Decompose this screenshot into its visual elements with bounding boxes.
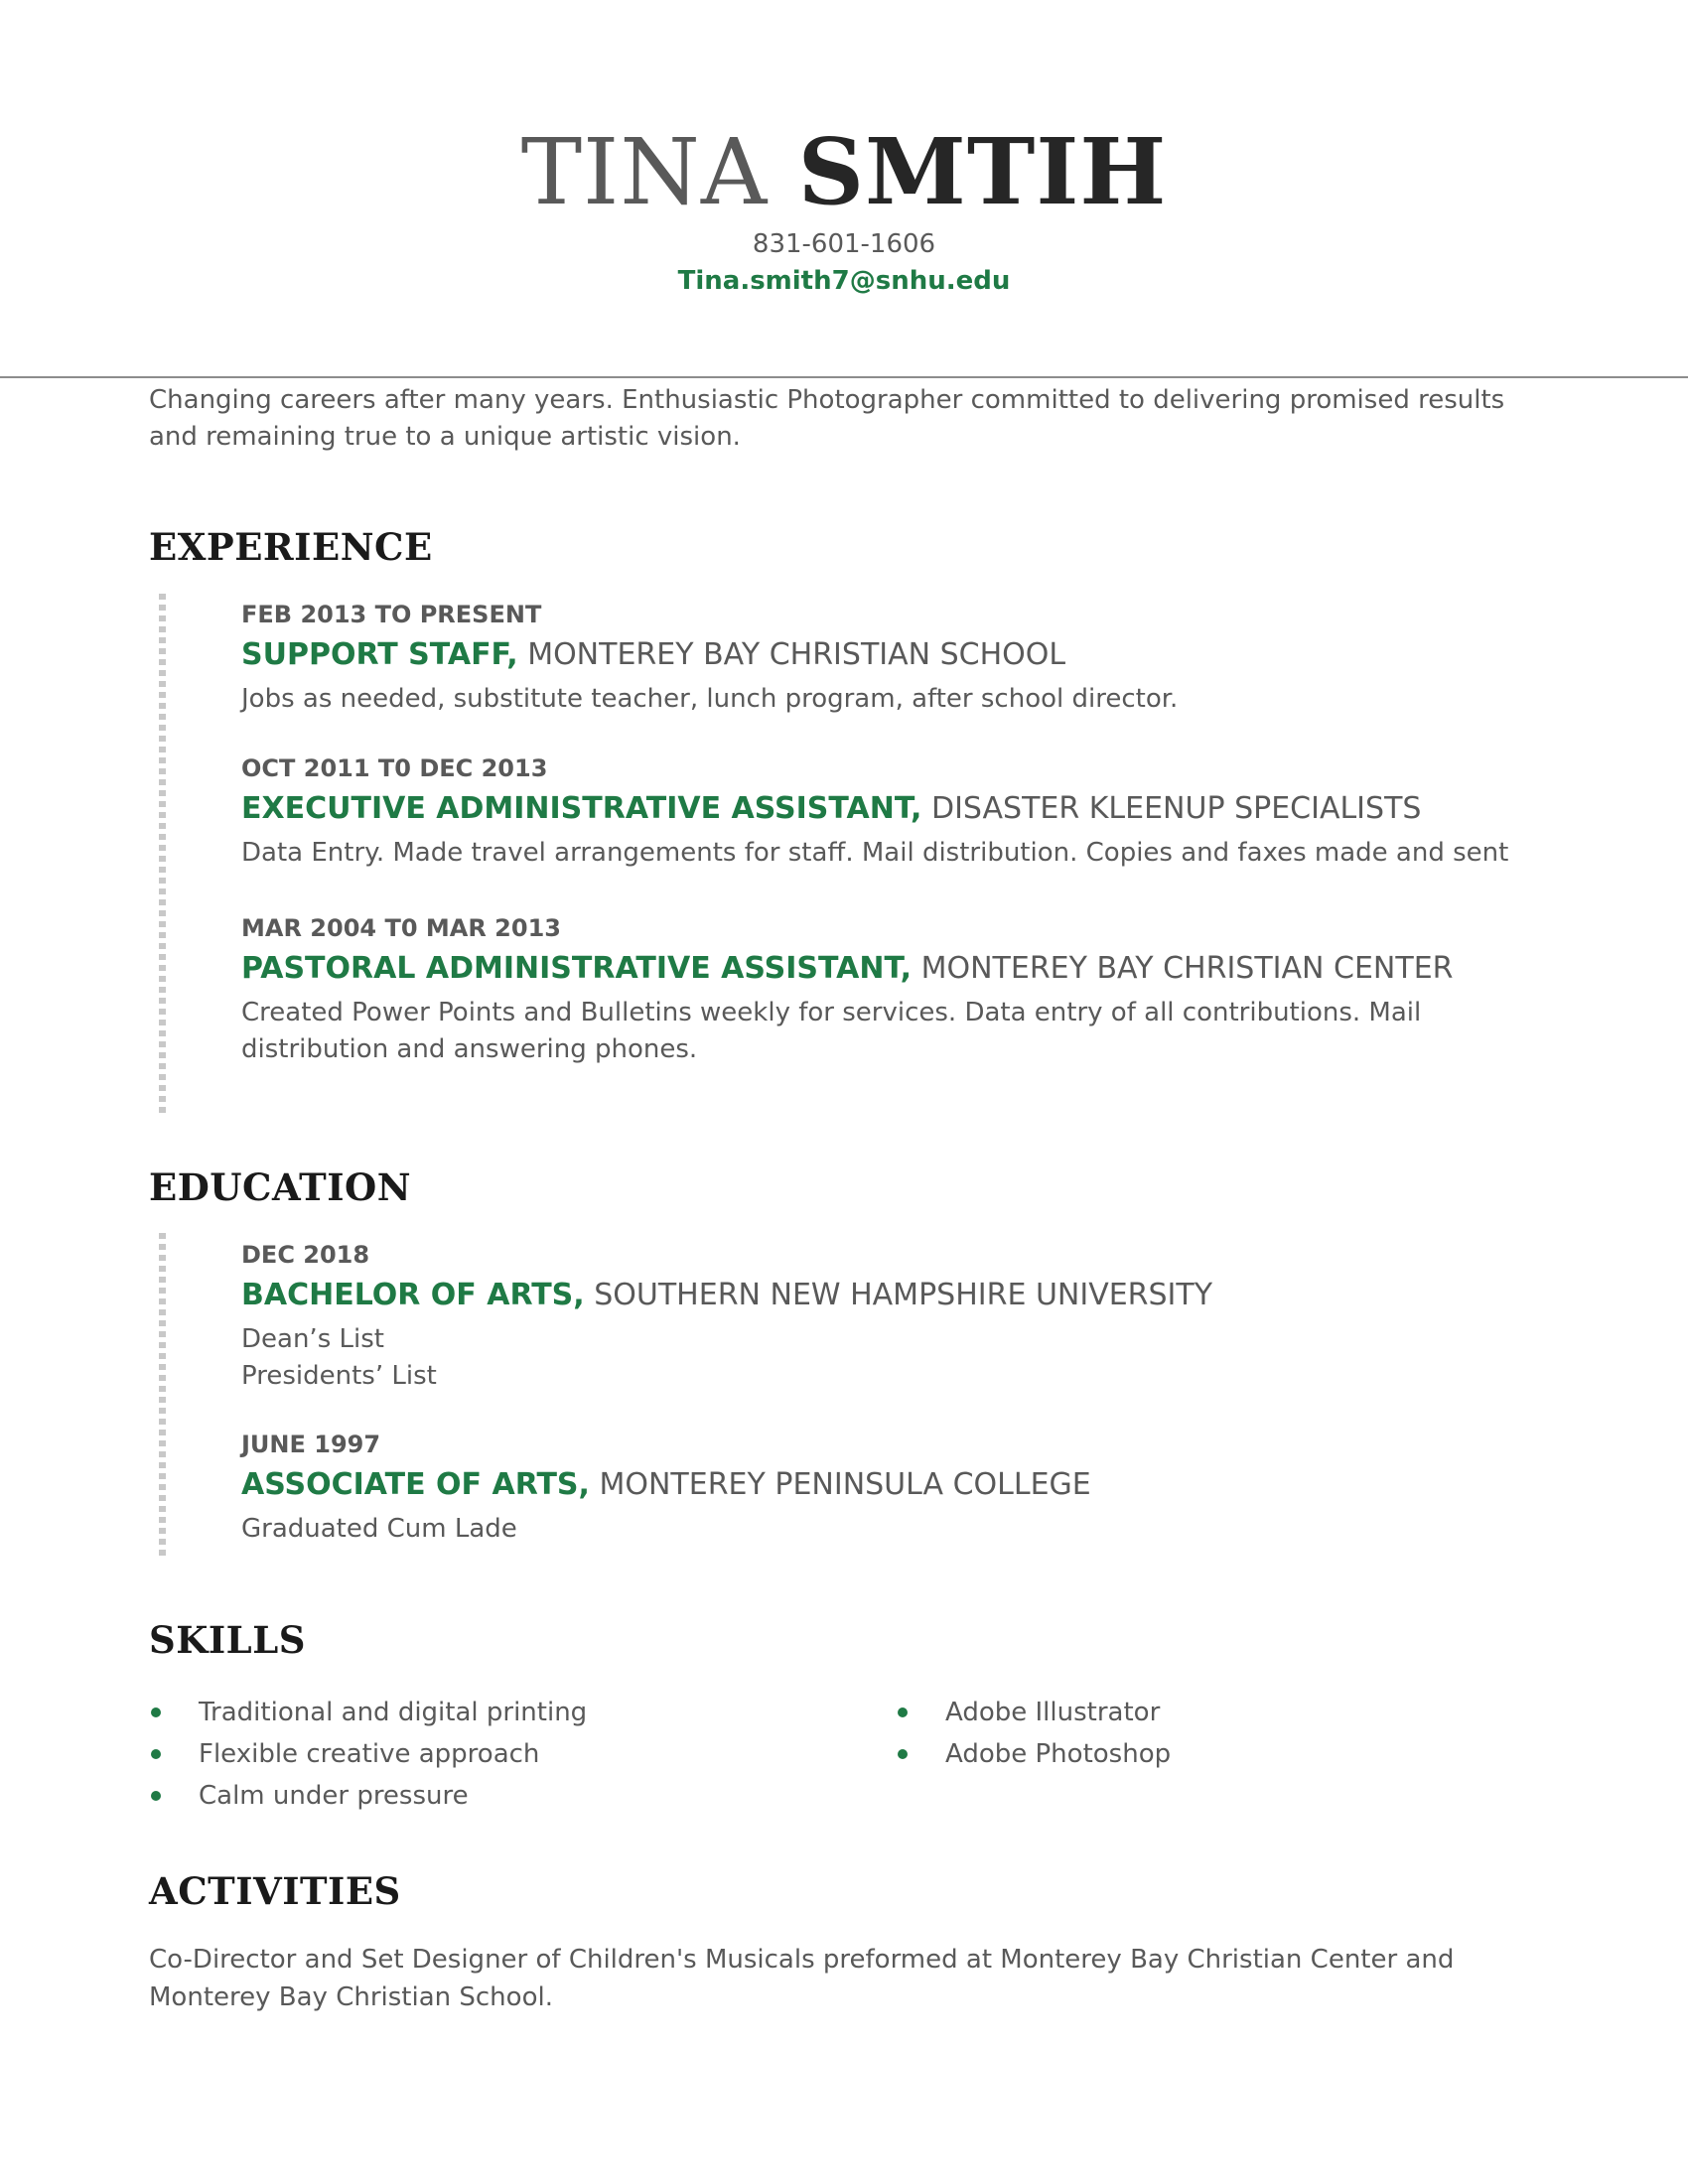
candidate-name (0, 117, 1688, 227)
entry-description: Jobs as needed, substitute teacher, lunch program, after school director. (241, 684, 1179, 714)
entry-date: JUNE 1997 (241, 1431, 381, 1458)
experience-heading: EXPERIENCE (149, 525, 433, 569)
email-address[interactable]: Tina.smith7@snhu.edu (677, 266, 1011, 296)
entry-organization: MONTEREY BAY CHRISTIAN SCHOOL (527, 637, 1066, 672)
bullet-icon (898, 1749, 908, 1759)
experience-entry (241, 600, 1562, 718)
entry-organization: SOUTHERN NEW HAMPSHIRE UNIVERSITY (594, 1278, 1213, 1312)
activities-text: Co-Director and Set Designer of Children's Musicals preformed at Monterey Bay Christian Center and Monterey Bay Christian School. (149, 1945, 1455, 2012)
skill-label: Flexible creative approach (199, 1739, 540, 1769)
entry-organization: DISASTER KLEENUP SPECIALISTS (930, 791, 1422, 826)
education-entry (241, 1240, 1562, 1395)
experience-entry (241, 913, 1562, 1068)
bullet-icon (151, 1749, 161, 1759)
entry-detail: Graduated Cum Lade (241, 1514, 517, 1544)
last-name: SMTIH (797, 118, 1168, 225)
entry-date: DEC 2018 (241, 1241, 370, 1269)
entry-organization: MONTEREY PENINSULA COLLEGE (599, 1467, 1091, 1502)
entry-detail: Dean’s List (241, 1324, 384, 1354)
bullet-icon (898, 1707, 908, 1717)
entry-role (241, 1276, 1562, 1315)
skills-heading: SKILLS (149, 1618, 306, 1662)
entry-date: FEB 2013 TO PRESENT (241, 601, 542, 628)
list-item (898, 1692, 1171, 1733)
list-item (151, 1692, 587, 1733)
education-entry (241, 1430, 1562, 1548)
experience-timeline (159, 594, 166, 1114)
entry-role (241, 789, 1562, 829)
experience-entry (241, 753, 1562, 872)
list-item (151, 1733, 587, 1775)
entry-role (241, 949, 1562, 989)
list-item (898, 1733, 1171, 1775)
skill-label: Calm under pressure (199, 1781, 469, 1811)
summary-text: Changing careers after many years. Enthusiastic Photographer committed to delivering promised results and remaining true to a unique artistic vision. (149, 385, 1505, 452)
entry-date: MAR 2004 T0 MAR 2013 (241, 914, 561, 942)
entry-title: SUPPORT STAFF, (241, 637, 518, 672)
entry-role (241, 1465, 1562, 1505)
entry-title: ASSOCIATE OF ARTS, (241, 1467, 590, 1502)
entry-title: BACHELOR OF ARTS, (241, 1278, 585, 1312)
header-divider (0, 376, 1688, 378)
entry-organization: MONTEREY BAY CHRISTIAN CENTER (920, 951, 1454, 986)
education-heading: EDUCATION (149, 1165, 412, 1209)
bullet-icon (151, 1791, 161, 1801)
entry-description: Data Entry. Made travel arrangements for staff. Mail distribution. Copies and faxes made and sent (241, 838, 1509, 868)
entry-title: PASTORAL ADMINISTRATIVE ASSISTANT, (241, 951, 913, 986)
skill-label: Adobe Photoshop (945, 1739, 1172, 1769)
skill-label: Adobe Illustrator (945, 1698, 1161, 1727)
activities-heading: ACTIVITIES (149, 1869, 401, 1913)
entry-title: EXECUTIVE ADMINISTRATIVE ASSISTANT, (241, 791, 922, 826)
entry-role (241, 635, 1562, 675)
skills-list-left (151, 1692, 587, 1817)
skill-label: Traditional and digital printing (199, 1698, 588, 1727)
entry-description: Created Power Points and Bulletins weekly for services. Data entry of all contributions. Mail distribution and answering phones. (241, 998, 1422, 1064)
entry-date: OCT 2011 T0 DEC 2013 (241, 754, 548, 782)
entry-detail: Presidents’ List (241, 1361, 437, 1391)
list-item (151, 1775, 587, 1817)
education-timeline (159, 1233, 166, 1561)
first-name: TINA (520, 119, 769, 225)
phone-number: 831-601-1606 (752, 229, 936, 259)
skills-list-right (898, 1692, 1171, 1775)
bullet-icon (151, 1707, 161, 1717)
